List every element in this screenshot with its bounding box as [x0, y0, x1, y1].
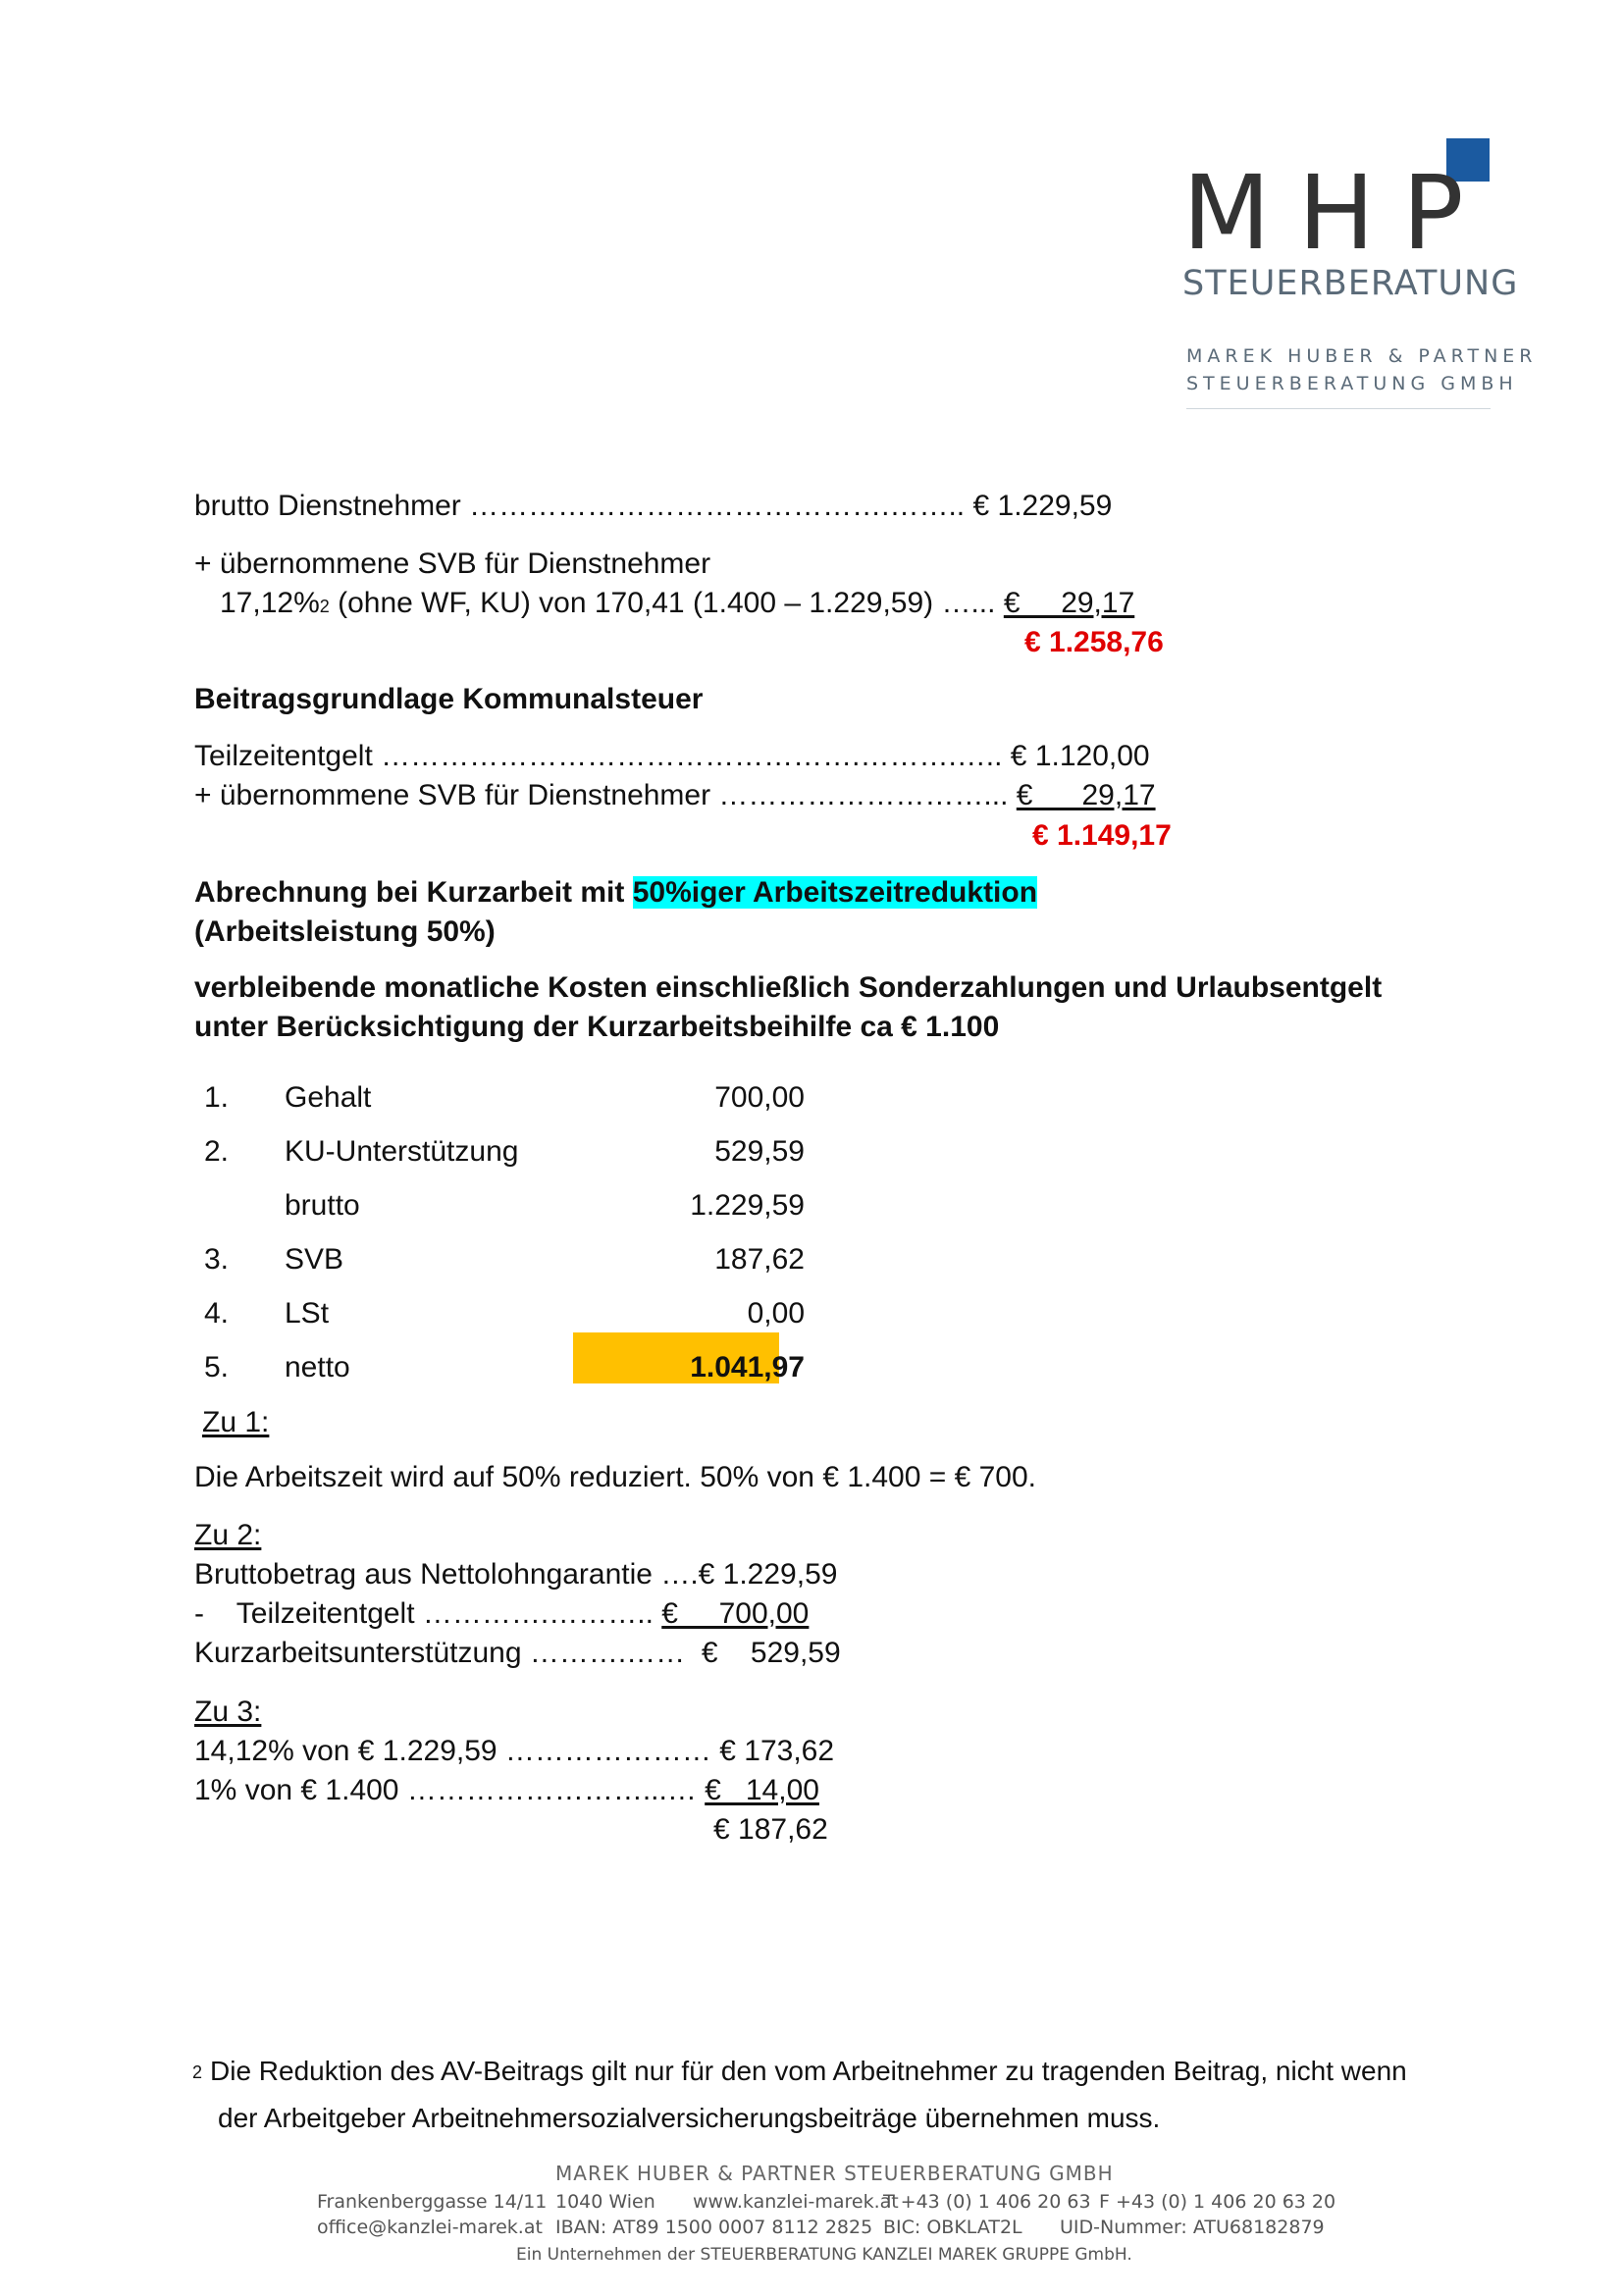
zu2-line3-value: 529,59 [750, 1637, 841, 1669]
teilzeit-line [194, 738, 1150, 775]
zu2-heading: Zu 2: [194, 1519, 262, 1551]
brutto-value: € 1.229,59 [972, 490, 1113, 522]
row-value: 0,00 [747, 1297, 805, 1330]
svb-line: + übernommene SVB für Dienstnehmer [194, 548, 711, 580]
row-label: SVB [285, 1243, 344, 1276]
logo-company-name [1186, 343, 1538, 397]
footer-email[interactable]: office@kanzlei-marek.at [317, 2217, 543, 2238]
footnote-marker: 2 [192, 2062, 203, 2082]
kurzarbeit-heading-text: Abrechnung bei Kurzarbeit mit [194, 876, 633, 909]
total-2: € 1.149,17 [1032, 819, 1172, 852]
row-value: 187,62 [714, 1243, 805, 1276]
summary-line-1: verbleibende monatliche Kosten einschließlich Sonderzahlungen und Urlaubsentgelt [194, 971, 1383, 1004]
row-number: 5. [204, 1351, 230, 1383]
footer-title: MAREK HUBER & PARTNER STEUERBERATUNG GMBH [555, 2162, 1114, 2185]
kurzarbeit-heading [194, 874, 1037, 912]
row-label: KU-Unterstützung [285, 1135, 519, 1168]
logo-mhp: MHP [1182, 153, 1492, 273]
zu2-line2-value: € 700,00 [661, 1597, 810, 1630]
zu2-line2-label: - Teilzeitentgelt ………….……….. [194, 1597, 662, 1630]
zu3-line2-label: 1% von € 1.400 ……………………...… [194, 1774, 706, 1806]
footer-fax: F +43 (0) 1 406 20 63 20 [1099, 2191, 1336, 2213]
arbeitsleistung: (Arbeitsleistung 50%) [194, 915, 496, 948]
svb-dn-value: € 29,17 [1016, 779, 1156, 811]
zu2-line3-label: Kurzarbeitsunterstützung ……….…… € [194, 1637, 718, 1669]
row-value: 700,00 [714, 1081, 805, 1114]
kurzarbeit-highlight: 50%iger Arbeitszeitreduktion [632, 876, 1038, 909]
row-value: 1.229,59 [690, 1189, 805, 1222]
zu1-heading: Zu 1: [202, 1406, 270, 1438]
logo-divider [1186, 408, 1491, 409]
footer-iban: IBAN: AT89 1500 0007 8112 2825 [555, 2217, 873, 2238]
footnote-text-2: der Arbeitgeber Arbeitnehmersozialversicherungsbeiträge übernehmen muss. [218, 2102, 1161, 2133]
svb-dn-label: + übernommene SVB für Dienstnehmer ………………………... [194, 779, 1009, 811]
zu3-line2-value: € 14,00 [705, 1774, 819, 1806]
footer-address: Frankenberggasse 14/11 [317, 2191, 548, 2213]
row-number: 1. [204, 1081, 230, 1114]
footer-city: 1040 Wien [555, 2191, 655, 2213]
logo-company-line2: STEUERBERATUNG GMBH [1186, 372, 1518, 394]
svb-calc-value: € 29,17 [1003, 587, 1135, 619]
logo-steuerberatung: STEUERBERATUNG [1182, 264, 1519, 303]
total-1: € 1.258,76 [1024, 626, 1164, 658]
teilzeit-value: € 1.120,00 [1010, 740, 1150, 772]
svb-percent: 17,12% [220, 587, 320, 619]
footnote-ref: 2 [319, 597, 330, 616]
row-number: 3. [204, 1243, 230, 1276]
zu3-heading: Zu 3: [194, 1696, 262, 1728]
row-number: 2. [204, 1135, 230, 1168]
footer-phone: T +43 (0) 1 406 20 63 [883, 2191, 1091, 2213]
footnote [192, 2048, 1468, 2141]
zu3-line1: 14,12% von € 1.229,59 ………………… € 173,62 [194, 1735, 835, 1767]
svb-calc-line [220, 585, 1134, 622]
footer-uid: UID-Nummer: ATU68182879 [1060, 2217, 1325, 2238]
zu3-line2 [194, 1772, 819, 1809]
kommunalsteuer-heading: Beitragsgrundlage Kommunalsteuer [194, 683, 704, 715]
zu2-line2 [194, 1595, 809, 1633]
brutto-line [194, 488, 1112, 525]
logo-company-line1: MAREK HUBER & PARTNER [1186, 345, 1538, 367]
footnote-text-1: Die Reduktion des AV-Beitrags gilt nur für den vom Arbeitnehmer zu tragenden Beitrag, nicht wenn [210, 2056, 1407, 2086]
zu2-line3 [194, 1635, 841, 1672]
row-label: LSt [285, 1297, 330, 1330]
footer-web[interactable]: www.kanzlei-marek.at [693, 2191, 899, 2213]
svb-calc-text: (ohne WF, KU) von 170,41 (1.400 – 1.229,59) …... [329, 587, 996, 619]
zu3-total: € 187,62 [713, 1813, 828, 1846]
brutto-label: brutto Dienstnehmer …………………………………….…….. [194, 490, 966, 522]
footer-bic: BIC: OBKLAT2L [883, 2217, 1022, 2238]
footer-group: Ein Unternehmen der STEUERBERATUNG KANZLEI MAREK GRUPPE GmbH. [516, 2245, 1132, 2265]
row-number: 4. [204, 1297, 230, 1330]
summary-line-2: unter Berücksichtigung der Kurzarbeitsbeihilfe ca € 1.100 [194, 1011, 1000, 1043]
zu1-text: Die Arbeitszeit wird auf 50% reduziert. 50% von € 1.400 = € 700. [194, 1461, 1037, 1493]
svb-dn-line [194, 777, 1156, 814]
row-label: netto [285, 1351, 350, 1383]
row-label: brutto [285, 1189, 360, 1222]
row-value: 1.041,97 [690, 1351, 805, 1383]
row-label: Gehalt [285, 1081, 372, 1114]
footnote-line-1 [192, 2048, 1468, 2095]
teilzeit-label: Teilzeitentgelt ………………………………………….……….….. [194, 740, 1003, 772]
row-value: 529,59 [714, 1135, 805, 1168]
zu2-line1: Bruttobetrag aus Nettolohngarantie ….€ 1.229,59 [194, 1558, 838, 1591]
